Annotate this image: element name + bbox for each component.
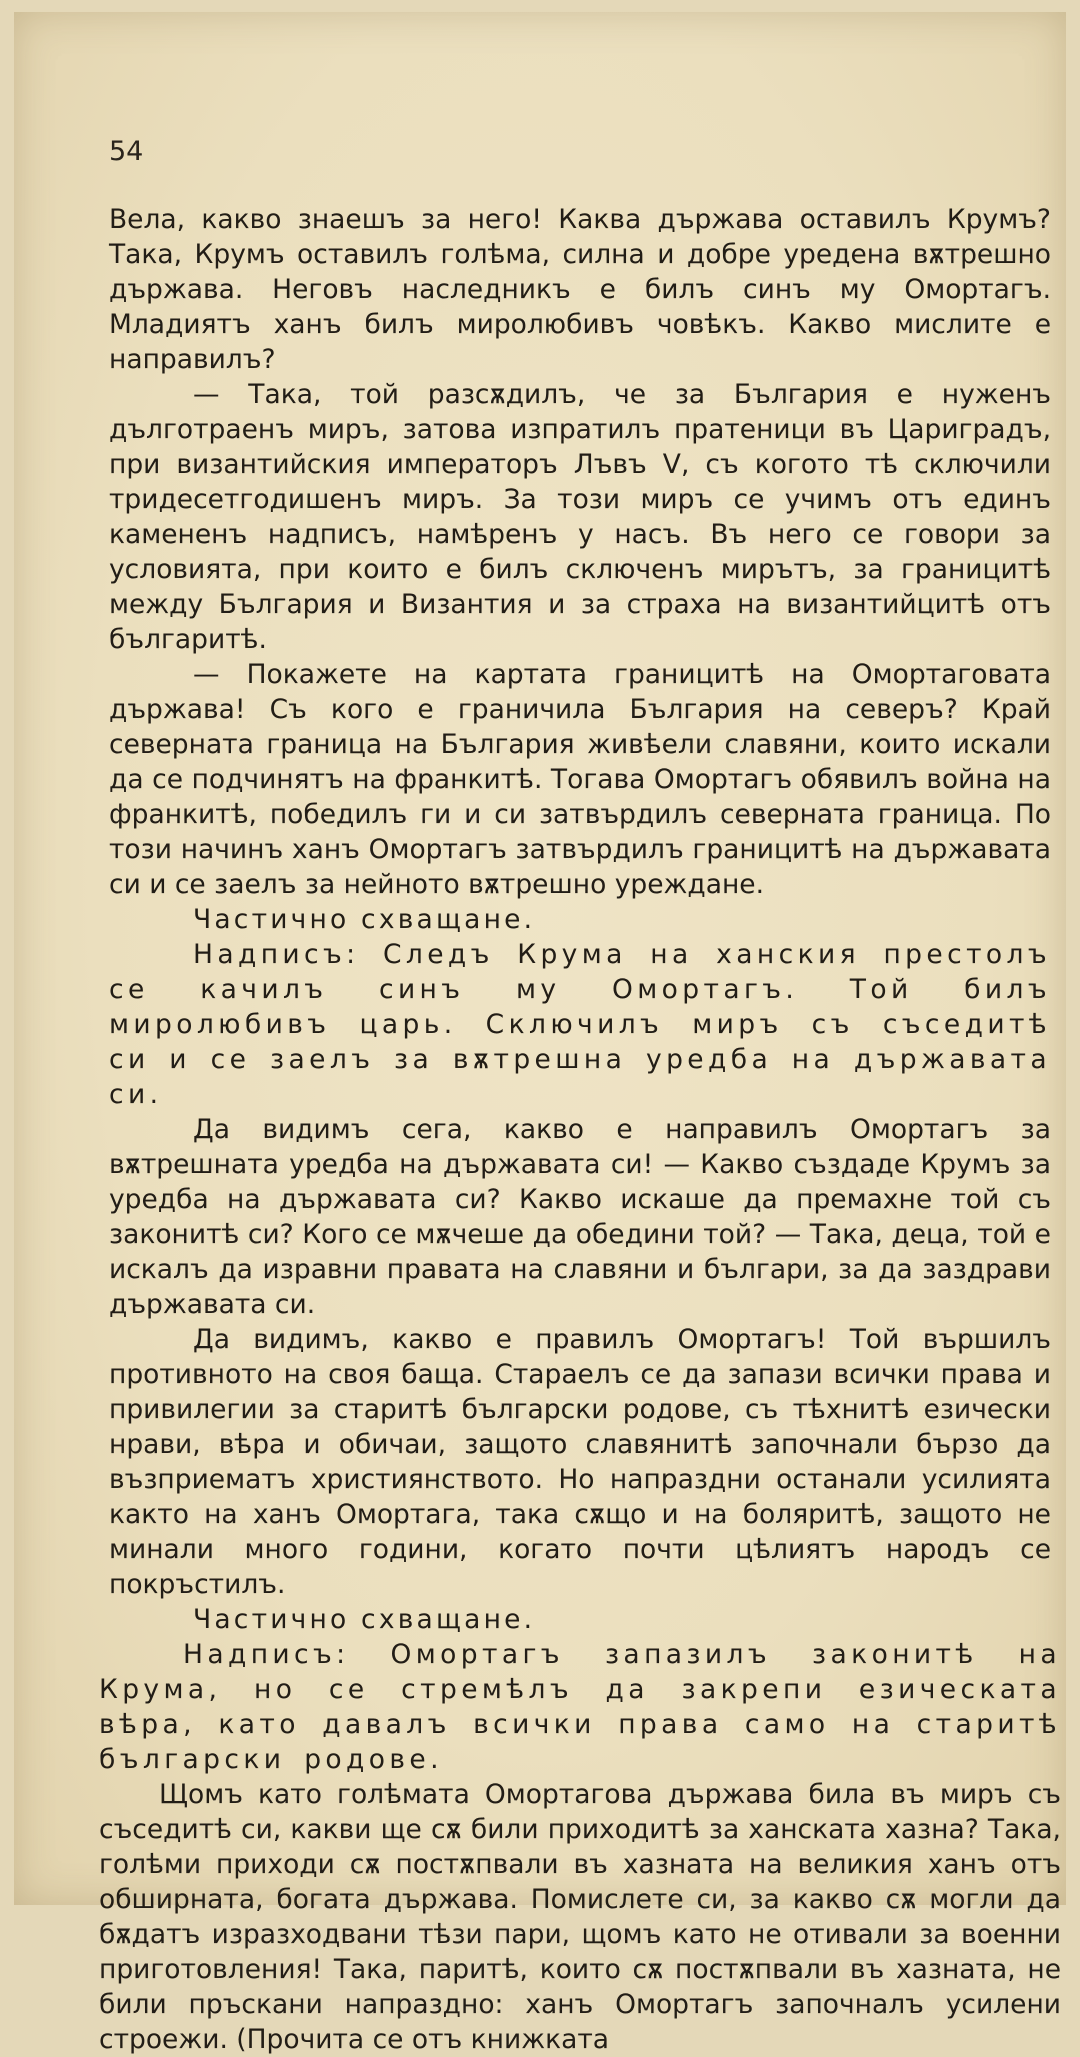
body-text (99, 202, 1061, 2057)
section-heading-1: Частично схващане. (193, 904, 536, 935)
paragraph-8: Щомъ като голѣмата Омортагова държава била въ миръ съ съседитѣ си, какви ще сѫ били приходитѣ за ханската хазна? Така, голѣми приходи сѫ постѫпвали въ хазната на великия ханъ отъ обширната, богата държава. Помислете си, за какво сѫ могли да бѫдатъ изразходвани тѣзи пари, щомъ като не отивали за военни приготовления! Така, паритѣ, които сѫ постѫпвали въ хазната, не били пръскани напраздно: ханъ Омортагъ започналъ усилени строежи. (Прочита се отъ книжката (99, 1779, 1061, 2055)
paragraph-5: Да видимъ сега, какво е направилъ Омортагъ за вѫтрешната уредба на държавата си! — Какво създаде Крумъ за уредба на държавата си? Какво искаше да премахне той съ законитѣ си? Кого се мѫчеше да обедини той? — Така, деца, той е искалъ да изравни правата на славяни и българи, за да заздрави държавата си. (109, 1114, 1051, 1320)
inscription-2: Надписъ: Омортагъ запазилъ законитѣ на Крума, но се стремѣлъ да закрепи езическата вѣра, като давалъ всички права само на старитѣ български родове. (99, 1639, 1061, 1775)
paragraph-1: Вела, какво знаешъ за него! Каква държава оставилъ Крумъ? Така, Крумъ оставилъ голѣма, силна и добре уредена вѫтрешно държава. Неговъ наследникъ е билъ синъ му Омортагъ. Младиятъ ханъ билъ миролюбивъ човѣкъ. Какво мислите е направилъ? (109, 204, 1051, 375)
paragraph-6: Да видимъ, какво е правилъ Омортагъ! Той вършилъ противното на своя баща. Стараелъ се да запази всички права и привилегии за старитѣ български родове, съ тѣхнитѣ езически нрави, вѣра и обичаи, защото славянитѣ започнали бързо да възприематъ християнството. Но напраздни останали усилията както на ханъ Омортага, така сѫщо и на боляритѣ, защото не минали много години, когато почти цѣлиятъ народъ се покръстилъ. (109, 1324, 1051, 1600)
book-page (14, 12, 1066, 2055)
inscription-1: Надписъ: Следъ Крума на ханския престолъ се качилъ синъ му Омортагъ. Той билъ миролюбивъ царь. Сключилъ миръ съ съседитѣ си и се заелъ за вѫтрешна уредба на държавата си. (109, 939, 1051, 1110)
paragraph-2: — Така, той разсѫдилъ, че за България е нуженъ дълготраенъ миръ, затова изпратилъ пратеници въ Цариградъ, при византийския императоръ Лъвъ V, съ когото тѣ сключили тридесетгодишенъ миръ. За този миръ се учимъ отъ единъ камененъ надписъ, намѣренъ у насъ. Въ него се говори за условията, при които е билъ сключенъ мирътъ, за границитѣ между България и Византия и за страха на византийцитѣ отъ българитѣ. (109, 379, 1051, 655)
paragraph-3: — Покажете на картата границитѣ на Омортаговата държава! Съ кого е граничила България на северъ? Край северната граница на България живѣели славяни, които искали да се подчинятъ на франкитѣ. Тогава Омортагъ обявилъ война на франкитѣ, победилъ ги и си затвърдилъ северната граница. По този начинъ ханъ Омортагъ затвърдилъ границитѣ на държавата си и се заелъ за нейното вѫтрешно уреждане. (109, 659, 1051, 900)
section-heading-2: Частично схващане. (193, 1604, 536, 1635)
page-number: 54 (109, 136, 144, 167)
